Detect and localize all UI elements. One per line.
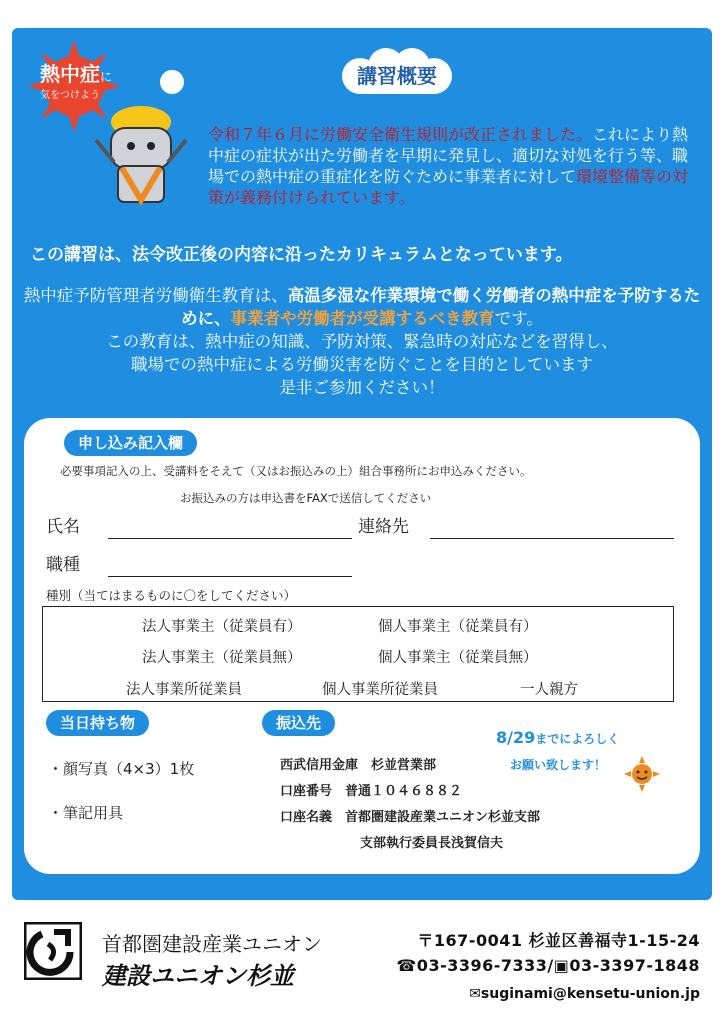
union-logo-icon: [24, 922, 82, 980]
account-name: 口座名義 首都圏建設産業ユニオン杉並支部: [280, 810, 541, 825]
job-field[interactable]: [108, 576, 352, 577]
description-text: 熱中症予防管理者労働衛生教育は、高温多湿な作業環境で働く労働者の熱中症を予防するために、事業者や労働者が受講するべき教育です。 この教育は、熱中症の知識、予防対策、緊急時の対応などを習得し、 職場での熱中症による労働災害を防ぐことを目的としています 是非ご参加ください！: [23, 286, 701, 397]
fax-number: 03-3397-1848: [569, 956, 700, 975]
option-indiv-employee[interactable]: 個人事業所従業員: [322, 682, 438, 698]
belongings-title: 当日持ち物: [46, 710, 149, 736]
deadline-line-2: お願い致します！: [510, 758, 607, 772]
fax-icon: ▣: [553, 956, 570, 975]
speech-bubble-icon: [160, 70, 184, 94]
mascot-illustration: [86, 100, 196, 210]
type-note: 種別（当てはまるものに〇をしてください）: [46, 588, 297, 603]
email-address[interactable]: ✉suginami@kensetu-union.jp: [469, 986, 700, 1002]
option-sole-proprietor[interactable]: 一人親方: [520, 682, 578, 698]
curriculum-headline: この講習は、法令改正後の内容に沿ったカリキュラムとなっています。: [30, 245, 573, 265]
overview-heading: 講習概要: [357, 64, 437, 88]
phone-number: ☎03-3396-7333/: [396, 956, 554, 975]
deadline-line-1: 8/29までによろしく: [496, 728, 620, 747]
belongings-item: ・筆記用具: [48, 804, 124, 822]
form-note-1: 必要事項記入の上、受講料をそえて（又はお振込みの上）組合事務所にお申込みください。: [60, 464, 532, 478]
org-name: 首都圏建設産業ユニオン: [102, 932, 322, 956]
option-corp-employee[interactable]: 法人事業所従業員: [126, 682, 242, 698]
account-number: 口座番号 普通１０４６８８２: [280, 784, 463, 799]
branch-name: 建設ユニオン杉並: [102, 962, 294, 990]
bank-name: 西武信用金庫 杉並営業部: [280, 758, 437, 773]
badge-subtitle: 気をつけよう: [40, 90, 100, 101]
option-indiv-owner-no-staff[interactable]: 個人事業主（従業員無）: [378, 650, 538, 666]
name-label: 氏名: [46, 517, 80, 537]
option-indiv-owner-with-staff[interactable]: 個人事業主（従業員有）: [378, 619, 538, 635]
address: 〒167-0041 杉並区善福寺1-15-24: [417, 931, 700, 950]
contact-label: 連絡先: [358, 517, 409, 537]
option-corp-owner-with-staff[interactable]: 法人事業主（従業員有）: [142, 619, 302, 635]
option-corp-owner-no-staff[interactable]: 法人事業主（従業員無）: [142, 650, 302, 666]
name-field[interactable]: [108, 538, 352, 539]
form-section-title: 申し込み記入欄: [64, 430, 197, 456]
belongings-item: ・顔写真（4×3）1枚: [48, 760, 195, 778]
contact-field[interactable]: [430, 538, 674, 539]
badge-title: 熱中症に: [40, 62, 113, 86]
form-note-2: お振込みの方は申込書をFAXで送信してください: [180, 491, 432, 505]
job-label: 職種: [46, 555, 80, 575]
intro-text: 令和７年６月に労働安全衛生規則が改正されました。これにより熱中症の症状が出た労働者を早期に発見し、適切な対処を行う等、職場での熱中症の重症化を防ぐために事業者に対して環境整備等の対策が義務付けられています。: [208, 125, 689, 207]
smiling-sun-icon: [624, 756, 660, 792]
account-holder: 支部執行委員長浅賀信夫: [360, 836, 504, 851]
phone-fax: [370, 956, 700, 975]
transfer-title: 振込先: [262, 710, 335, 736]
